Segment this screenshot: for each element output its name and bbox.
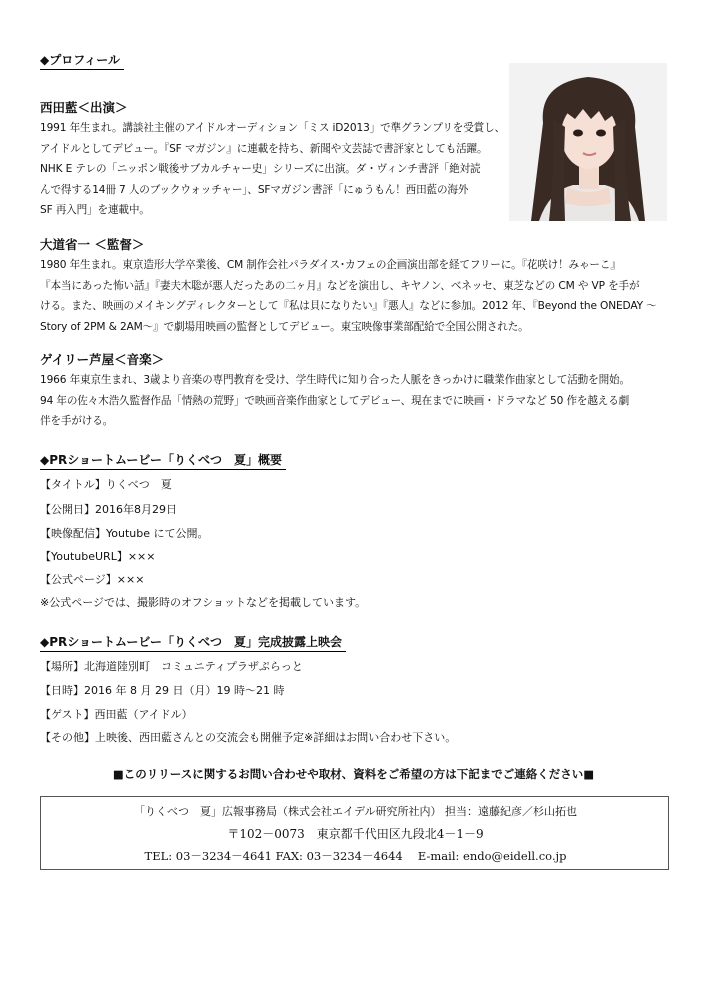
gary-bio <box>40 370 630 432</box>
overview-delivery-row: 【映像配信】Youtube にて公開。 <box>40 527 209 540</box>
nishida-bio-line: アイドルとしてデビュー。『SF マガジン』に連載を持ち、新聞や文芸誌で書評家としても活躍。 <box>40 142 488 155</box>
nishida-bio-line: NHK E テレの「ニッポン戦後サブカルチャー史」シリーズに出演。ダ・ヴィンチ書評「絶対読 <box>40 163 481 175</box>
overview-note-row: ※公式ページでは、撮影時のオフショットなどを掲載しています。 <box>40 596 367 609</box>
gary-name: ゲイリー芦屋＜音楽＞ <box>40 352 165 367</box>
nishida-bio-line: んで得する14冊 7 人のブックウォッチャー」、SFマガジン書評「にゅうもん！西田藍の海外 <box>40 183 469 196</box>
overview-page-row: 【公式ページ】××× <box>40 573 145 586</box>
omichi-bio-line: 1980 年生まれ。東京造形大学卒業後、CM 制作会社パラダイス･カフェの企画演出部を経てフリーに。『花咲け！みゃーこ』 <box>40 259 621 271</box>
contact-phone-email[interactable]: TEL: 03－3234－4641 FAX: 03－3234－4644 E-mail: endo@eidell.co.jp <box>144 849 567 863</box>
screening-place-row: 【場所】北海道陸別町 コミュニティプラザぷらっと <box>40 660 303 673</box>
screening-guest-row: 【ゲスト】西田藍（アイドル） <box>40 708 193 721</box>
nishida-bio-line: 1991 年生まれ。講談社主催のアイドルオーディション「ミス iD2013」で準グランプリを受賞し、 <box>40 122 506 134</box>
overview-title-row: 【タイトル】りくべつ 夏 <box>40 478 172 491</box>
nishida-bio <box>40 118 505 221</box>
omichi-bio <box>40 255 657 337</box>
gary-bio-line: 伴を手がける。 <box>40 415 114 427</box>
nishida-bio-line: SF 再入門」を連載中。 <box>40 204 150 216</box>
inquiry-notice: ■このリリースに関するお問い合わせや取材、資料をご希望の方は下記までご連絡ください■ <box>112 767 595 781</box>
overview-heading: ◆PRショートムービー「りくべつ 夏」概要 <box>40 453 286 470</box>
contact-office: 「りくべつ 夏」広報事務局（株式会社エイデル研究所社内） 担当：遠藤紀彦／杉山拓也 <box>134 805 577 818</box>
contact-address: 〒102－0073 東京都千代田区九段北4－1－9 <box>227 827 484 841</box>
portrait-photo <box>509 63 667 221</box>
omichi-bio-line: 『本当にあった怖い話』『妻夫木聡が悪人だったあの二ヶ月』などを演出し、キヤノン、ベネッセ、東芝などの CM や VP を手が <box>40 279 640 292</box>
omichi-bio-line: Story of 2PM & 2AM～』で劇場用映画の監督としてデビュー。東宝映像事業部配給で全国公開された。 <box>40 320 529 333</box>
nishida-name: 西田藍＜出演＞ <box>40 100 128 115</box>
overview-url-row: 【YoutubeURL】××× <box>40 550 156 563</box>
screening-datetime-row: 【日時】2016 年 8 月 29 日（月）19 時～21 時 <box>40 684 285 697</box>
overview-date-row: 【公開日】2016年8月29日 <box>40 503 177 516</box>
omichi-bio-line: ける。また、映画のメイキングディレクターとして『私は貝になりたい』『悪人』などに参加。2012 年、『Beyond the ONEDAY ～ <box>40 300 657 312</box>
profile-heading: ◆プロフィール <box>40 53 124 70</box>
gary-bio-line: 94 年の佐々木浩久監督作品「情熱の荒野」で映画音楽作曲家としてデビュー、現在までに映画・ドラマなど 50 作を越える劇 <box>40 394 630 407</box>
gary-bio-line: 1966 年東京生まれ、3歳より音楽の専門教育を受け、学生時代に知り合った人脈をきっかけに職業作曲家として活動を開始。 <box>40 374 630 386</box>
contact-box <box>40 796 669 870</box>
screening-other-row: 【その他】上映後、西田藍さんとの交流会も開催予定※詳細はお問い合わせ下さい。 <box>40 731 457 744</box>
screening-heading: ◆PRショートムービー「りくべつ 夏」完成披露上映会 <box>40 635 346 652</box>
omichi-name: 大道省一 ＜監督＞ <box>40 237 145 252</box>
